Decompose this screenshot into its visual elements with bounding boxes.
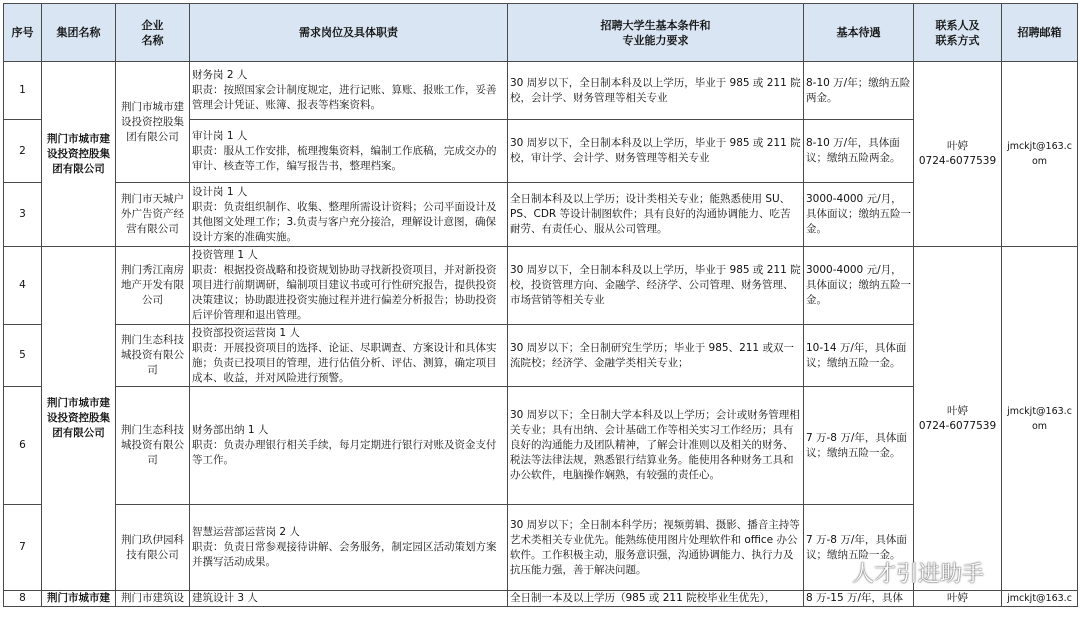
salary-cell: 7 万-8 万/年，具体面议；缴纳五险一金。 <box>804 505 914 591</box>
company-name: 荆门秀江南房地产开发有限公司 <box>116 247 190 325</box>
company-name: 荆门市天城户外广告资产经营有限公司 <box>116 183 190 247</box>
requirements-cell: 全日制本科及以上学历；设计类相关专业；能熟悉使用 SU、PS、CDR 等设计制图软件；具有良好的沟通协调能力、吃苦耐劳、有责任心、服从公司管理。 <box>508 183 804 247</box>
company-name: 荆门生态科技城投资有限公司 <box>116 387 190 505</box>
row-number: 6 <box>4 387 42 505</box>
recruitment-table <box>3 3 1078 607</box>
salary-cell: 8-10 万/年，具体面议；缴纳五险两金。 <box>804 120 914 183</box>
group-name: 荆门市城市建 <box>42 591 116 607</box>
header-company: 企业 名称 <box>116 4 190 62</box>
email-cell: jmckjt@163.c om <box>1002 62 1078 247</box>
row-number: 2 <box>4 120 42 183</box>
requirements-cell: 30 周岁以下，全日制本科及以上学历，毕业于 985 或 211 院校，会计学、财务管理等相关专业 <box>508 62 804 120</box>
contact-cell: 叶婷 0724-6077539 <box>914 247 1002 591</box>
requirements-cell: 全日制一本及以上学历（985 或 211 院校毕业生优先）， <box>508 591 804 607</box>
table-row <box>4 62 1078 120</box>
salary-cell: 3000-4000 元/月，具体面议；缴纳五险一金。 <box>804 183 914 247</box>
position-cell: 设计岗 1 人 职责：负责组织制作、收集、整理所需设计资料；公司平面设计及其他图文处理工作；3.负责与客户充分接洽，理解设计意图，确保设计方案的准确实施。 <box>190 183 508 247</box>
group-name: 荆门市城市建设投资控股集团有限公司 <box>42 62 116 247</box>
position-cell: 投资部投资运营岗 1 人 职责：开展投资项目的选择、论证、尽职调查、方案设计和具体实施；负责已投项目的管理，进行估值分析、评估、测算，确定项目成本、收益，并对风险进行预警。 <box>190 325 508 387</box>
group-name: 荆门市城市建设投资控股集团有限公司 <box>42 247 116 591</box>
salary-cell: 7 万-8 万/年，具体面议；缴纳五险一金。 <box>804 387 914 505</box>
company-name: 荆门生态科技城投资有限公司 <box>116 325 190 387</box>
row-number: 8 <box>4 591 42 607</box>
header-requirements: 招聘大学生基本条件和 专业能力要求 <box>508 4 804 62</box>
requirements-cell: 30 周岁以下，全日制本科及以上学历，毕业于 985 或 211 院校，审计学、会计学、财务管理等相关专业 <box>508 120 804 183</box>
contact-cell: 叶婷 <box>914 591 1002 607</box>
table-row <box>4 247 1078 325</box>
watermark-text: 人才引进助手 <box>852 562 985 587</box>
position-cell: 财务岗 2 人 职责：按照国家会计制度规定，进行记账、算账、报账工作，妥善管理会计凭证、账簿、报表等档案资料。 <box>190 62 508 120</box>
header-salary: 基本待遇 <box>804 4 914 62</box>
salary-cell: 8-10 万/年；缴纳五险两金。 <box>804 62 914 120</box>
requirements-cell: 30 周岁以下；全日制大学本科及以上学历；会计或财务管理相关专业；具有出纳、会计基础工作等相关实习工作经历；具有良好的沟通能力及团队精神，了解会计准则以及相关的财务、税法等法律法规，熟悉银行结算业务。能使用各种财务工具和办公软件，电脑操作娴熟，有较强的责任心。 <box>508 387 804 505</box>
header-group: 集团名称 <box>42 4 116 62</box>
company-name: 荆门市建筑设 <box>116 591 190 607</box>
header-row <box>4 4 1078 62</box>
email-cell: jmckjt@163.c om <box>1002 247 1078 591</box>
company-name: 荆门玖伊园科技有限公司 <box>116 505 190 591</box>
contact-cell: 叶婷 0724-6077539 <box>914 62 1002 247</box>
salary-cell: 8 万-15 万/年，具体 <box>804 591 914 607</box>
row-number: 3 <box>4 183 42 247</box>
requirements-cell: 30 周岁以下；全日制本科学历；视频剪辑、摄影、播音主持等艺术类相关专业优先。能熟练使用图片处理软件和 office 办公软件。工作积极主动，服务意识强，沟通协调能力、执行力及抗压能力强，善于解决问题。 <box>508 505 804 591</box>
header-seq: 序号 <box>4 4 42 62</box>
header-email: 招聘邮箱 <box>1002 4 1078 62</box>
salary-cell: 10-14 万/年，具体面议；缴纳五险一金。 <box>804 325 914 387</box>
table-row <box>4 591 1078 607</box>
position-cell: 投资管理 1 人 职责：根据投资战略和投资规划协助寻找新投资项目，并对新投资项目进行前期调研，编制项目建议书或可行性研究报告，提供投资决策建议；协助跟进投资实施过程并进行偏差分析报告；协助投资后评价管理和退出管理。 <box>190 247 508 325</box>
position-cell: 审计岗 1 人 职责：服从工作安排，梳理搜集资料，编制工作底稿，完成交办的审计、核查等工作，编写报告书，整理档案。 <box>190 120 508 183</box>
watermark <box>822 557 984 588</box>
row-number: 5 <box>4 325 42 387</box>
row-number: 7 <box>4 505 42 591</box>
requirements-cell: 30 周岁以下，全日制本科及以上学历，毕业于 985 或 211 院校，投资管理方向、金融学、经济学、公司管理、财务管理、市场营销等相关专业 <box>508 247 804 325</box>
position-cell: 智慧运营部运营岗 2 人 职责：负责日常参观接待讲解、会务服务，制定园区活动策划方案并撰写活动成果。 <box>190 505 508 591</box>
header-contact: 联系人及 联系方式 <box>914 4 1002 62</box>
requirements-cell: 30 周岁以下；全日制研究生学历；毕业于 985、211 或双一流院校；经济学、金融学类相关专业； <box>508 325 804 387</box>
email-cell: jmckjt@163.c <box>1002 591 1078 607</box>
salary-cell: 3000-4000 元/月，具体面议；缴纳五险一金。 <box>804 247 914 325</box>
position-cell: 建筑设计 3 人 <box>190 591 508 607</box>
wechat-icon <box>822 563 846 583</box>
company-name: 荆门市城市建设投资控股集团有限公司 <box>116 62 190 183</box>
header-position: 需求岗位及具体职责 <box>190 4 508 62</box>
position-cell: 财务部出纳 1 人 职责：负责办理银行相关手续，每月定期进行银行对账及资金支付等工作。 <box>190 387 508 505</box>
row-number: 1 <box>4 62 42 120</box>
row-number: 4 <box>4 247 42 325</box>
